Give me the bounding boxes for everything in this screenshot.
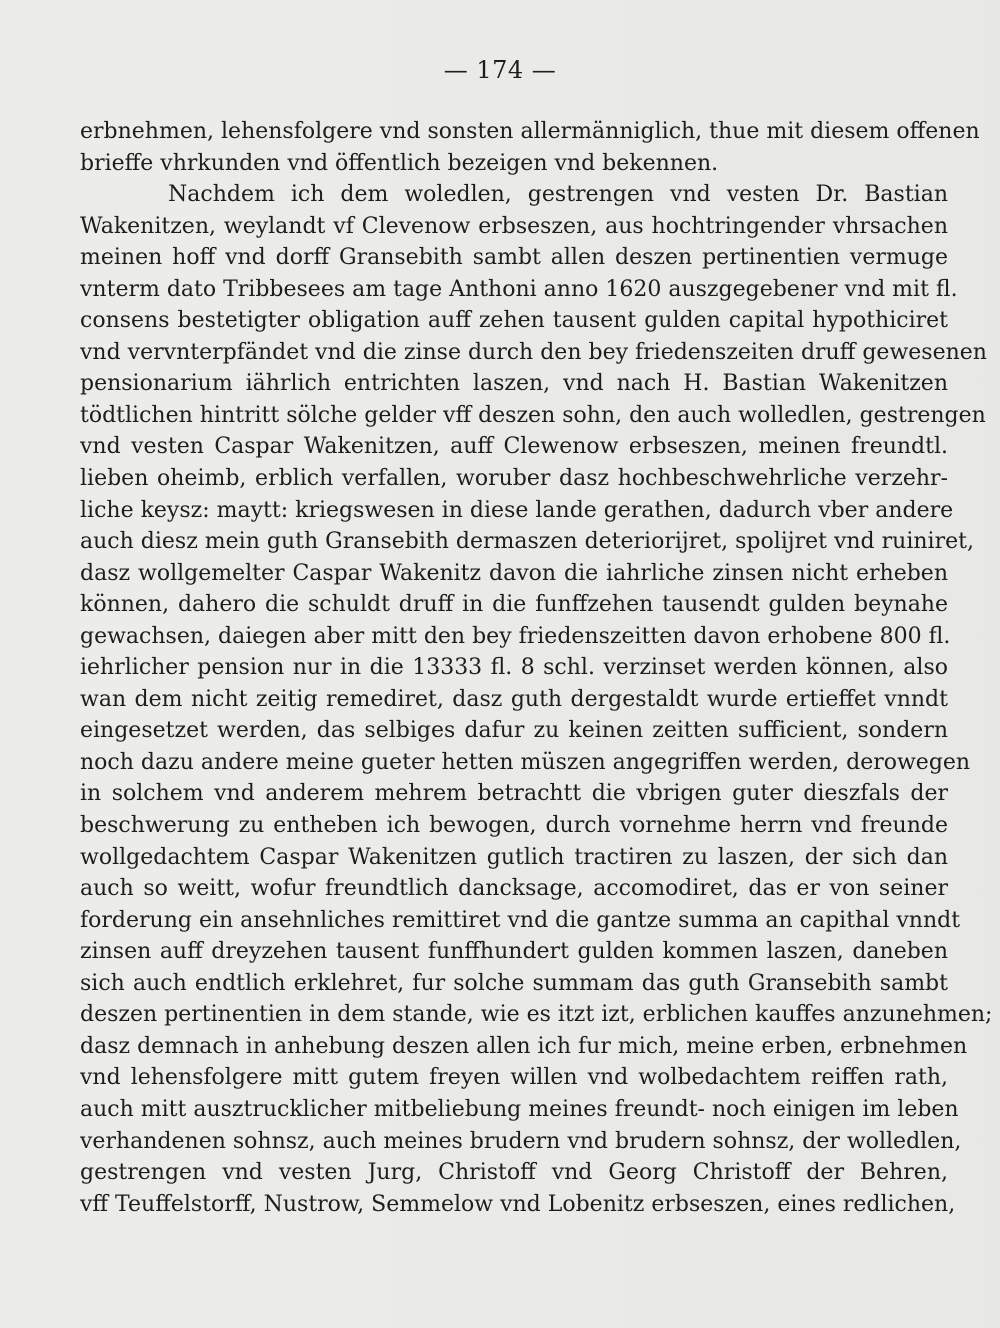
- text-line: brieffe vhrkunden vnd öffentlich bezeigen vnd bekennen.: [80, 150, 719, 176]
- text-line: gewachsen, daiegen aber mitt den bey friedenszeitten davon erhobene 800 fl.: [80, 623, 951, 649]
- text-line: vff Teuffelstorff, Nustrow, Semmelow vnd Lobenitz erbseszen, eines redlichen,: [80, 1191, 956, 1217]
- text-line: consens bestetigter obligation auff zehen tausent gulden capital hypothiciret: [80, 308, 948, 334]
- text-line: verhandenen sohnsz, auch meines brudern vnd brudern sohnsz, der wolledlen,: [80, 1128, 962, 1154]
- text-line: können, dahero die schuldt druff in die funffzehen tausendt gulden beynahe: [80, 592, 948, 618]
- text-line: iehrlicher pension nur in die 13333 fl. 8 schl. verzinset werden können, also: [80, 655, 948, 681]
- text-line: vnd lehensfolgere mitt gutem freyen willen vnd wolbedachtem reiffen rath,: [80, 1065, 948, 1091]
- text-line: zinsen auff dreyzehen tausent funffhundert gulden kommen laszen, daneben: [80, 939, 948, 965]
- text-line-with-names: [80, 1157, 948, 1189]
- page-number: — 174 —: [443, 56, 557, 84]
- text-line: auch mitt ausztrucklicher mitbeliebung meines freundt- noch einigen im leben: [80, 1096, 959, 1122]
- text-line: tödtlichen hintritt sölche gelder vff deszen sohn, den auch wolledlen, gestrengen: [80, 402, 986, 428]
- text-line: pensionarium iährlich entrichten laszen, vnd nach H. Bastian Wakenitzen: [80, 371, 948, 397]
- text-line: sich auch endtlich erklehret, fur solche summam das guth Gransebith sambt: [80, 970, 948, 996]
- text-line: Nachdem ich dem woledlen, gestrengen vnd vesten Dr. Bastian: [168, 182, 948, 208]
- text-line: auch so weitt, wofur freundtlich dancksage, accomodiret, das er von seiner: [80, 876, 948, 902]
- text-line: vnd vervnterpfändet vnd die zinse durch den bey friedenszeiten druff gewesenen: [80, 339, 987, 365]
- text-line: Wakenitzen, weylandt vf Clevenow erbseszen, aus hochtringender vhrsachen: [80, 213, 948, 239]
- text-line: meinen hoff vnd dorff Gransebith sambt allen deszen pertinentien vermuge: [80, 245, 948, 271]
- text-line: noch dazu andere meine gueter hetten müszen angegriffen werden, derowegen: [80, 749, 971, 775]
- text-line: forderung ein ansehnliches remittiret vnd die gantze summa an capithal vnndt: [80, 907, 961, 933]
- text-line: dasz wollgemelter Caspar Wakenitz davon die iahrliche zinsen nicht erheben: [80, 560, 948, 586]
- line-prefix: gestrengen vnd vesten: [80, 1160, 352, 1186]
- text-line: deszen pertinentien in dem stande, wie es itzt izt, erblichen kauffes anzunehmen;: [80, 1002, 993, 1028]
- text-line: dasz demnach in anhebung deszen allen ich fur mich, meine erben, erbnehmen: [80, 1033, 968, 1059]
- text-line: in solchem vnd anderem mehrem betrachtt die vbrigen guter dieszfals der: [80, 781, 948, 807]
- text-line: wan dem nicht zeitig remediret, dasz guth dergestaldt wurde ertieffet vnndt: [80, 686, 948, 712]
- text-line: liche keysz: maytt: kriegswesen in diese lande gerathen, dadurch vber andere: [80, 497, 954, 523]
- text-line: vnd vesten Caspar Wakenitzen, auff Clewenow erbseszen, meinen freundtl.: [80, 434, 948, 460]
- text-line: eingesetzet werden, das selbiges dafur zu keinen zeitten sufficient, sondern: [80, 718, 948, 744]
- text-line: vnterm dato Tribbesees am tage Anthoni anno 1620 auszgegebener vnd mit fl.: [80, 276, 958, 302]
- bold-names: Jurg, Christoff vnd Georg Christoff der Behren,: [367, 1160, 948, 1186]
- body-text: [80, 116, 993, 1220]
- text-line: lieben oheimb, erblich verfallen, woruber dasz hochbeschwehrliche verzehr-: [80, 466, 948, 492]
- text-line: erbnehmen, lehensfolgere vnd sonsten allermänniglich, thue mit diesem offenen: [80, 119, 980, 144]
- text-line: beschwerung zu entheben ich bewogen, durch vornehme herrn vnd freunde: [80, 813, 948, 839]
- text-line: auch diesz mein guth Gransebith dermaszen deteriorijret, spolijret vnd ruiniret,: [80, 529, 974, 555]
- text-line: wollgedachtem Caspar Wakenitzen gutlich tractiren zu laszen, der sich dan: [80, 844, 948, 870]
